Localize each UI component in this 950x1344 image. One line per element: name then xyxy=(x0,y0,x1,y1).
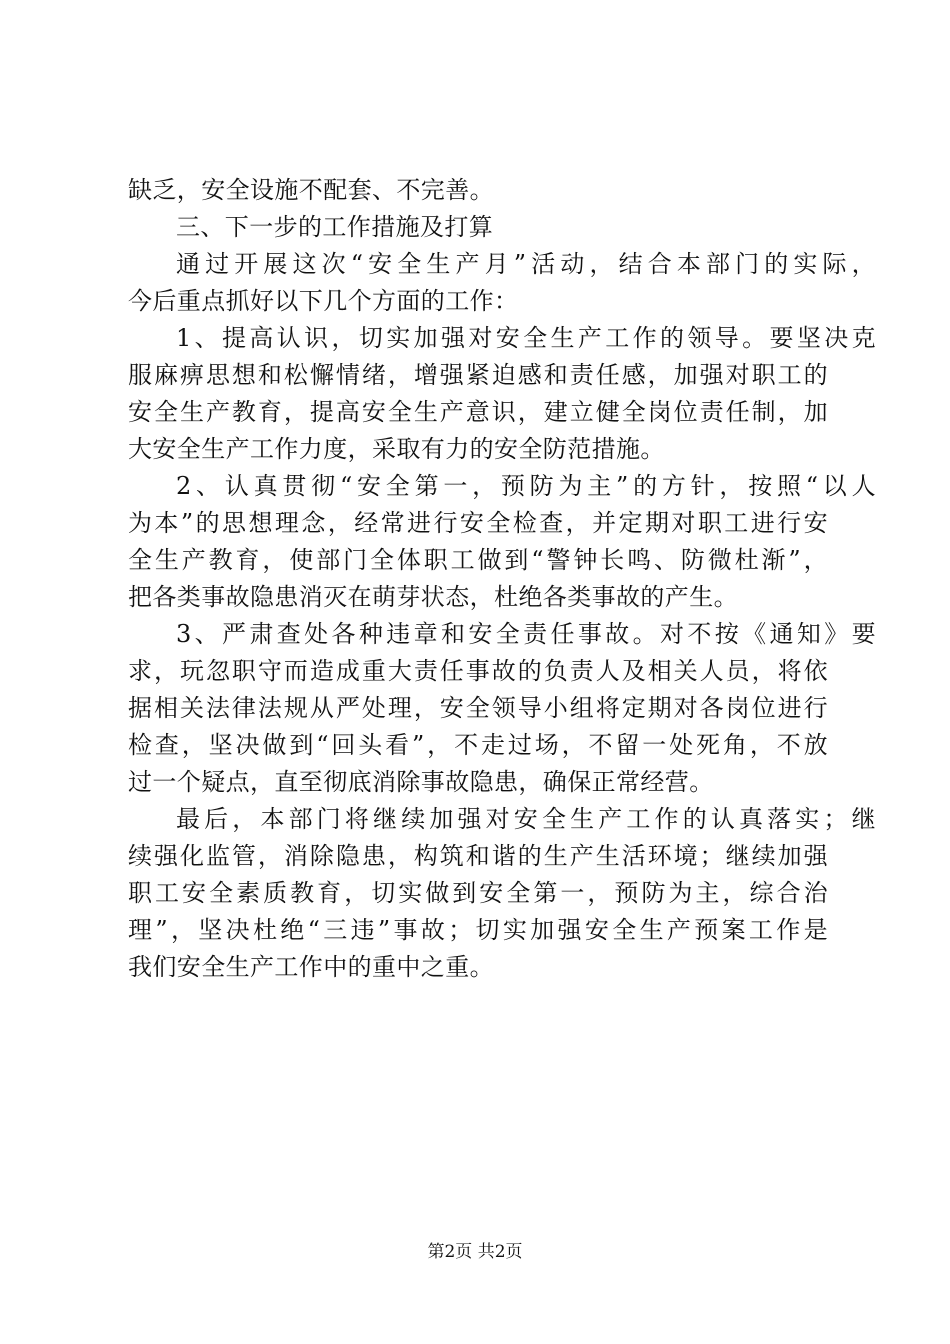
text-line: 过一个疑点，直至彻底消除事故隐患，确保正常经营。 xyxy=(128,768,714,796)
text-line: 检查，坚决做到“回头看”，不走过场，不留一处死角，不放 xyxy=(128,731,828,759)
text-line: 把各类事故隐患消灭在萌芽状态，杜绝各类事故的产生。 xyxy=(128,583,738,611)
text-line: 据相关法律法规从严处理，安全领导小组将定期对各岗位进行 xyxy=(128,694,828,722)
text-line: 安全生产教育，提高安全生产意识，建立健全岗位责任制，加 xyxy=(128,398,828,426)
text-line: 2、认真贯彻“安全第一，预防为主”的方针，按照“以人 xyxy=(176,472,876,500)
text-line: 缺乏，安全设施不配套、不完善。 xyxy=(128,176,494,204)
text-line: 3、严肃查处各种违章和安全责任事故。对不按《通知》要 xyxy=(176,620,876,648)
text-line: 通过开展这次“安全生产月”活动，结合本部门的实际， xyxy=(176,250,876,278)
text-line: 全生产教育，使部门全体职工做到“警钟长鸣、防微杜渐”， xyxy=(128,546,828,574)
text-line: 理”，坚决杜绝“三违”事故；切实加强安全生产预案工作是 xyxy=(128,916,828,944)
text-line: 求，玩忽职守而造成重大责任事故的负责人及相关人员，将依 xyxy=(128,657,828,685)
text-line: 职工安全素质教育，切实做到安全第一，预防为主，综合治 xyxy=(128,879,828,907)
text-line: 续强化监管，消除隐患，构筑和谐的生产生活环境；继续加强 xyxy=(128,842,828,870)
text-line: 1、提高认识，切实加强对安全生产工作的领导。要坚决克 xyxy=(176,324,876,352)
text-line: 服麻痹思想和松懈情绪，增强紧迫感和责任感，加强对职工的 xyxy=(128,361,828,389)
document-body xyxy=(128,172,876,986)
section-heading: 三、下一步的工作措施及打算 xyxy=(176,213,494,241)
text-line: 今后重点抓好以下几个方面的工作： xyxy=(128,287,519,315)
page-number-footer: 第2页 共2页 xyxy=(427,1242,523,1262)
text-line: 大安全生产工作力度，采取有力的安全防范措施。 xyxy=(128,435,665,463)
text-line: 为本”的思想理念，经常进行安全检查，并定期对职工进行安 xyxy=(128,509,828,537)
text-line: 我们安全生产工作中的重中之重。 xyxy=(128,953,494,981)
text-line: 最后，本部门将继续加强对安全生产工作的认真落实；继 xyxy=(176,805,876,833)
